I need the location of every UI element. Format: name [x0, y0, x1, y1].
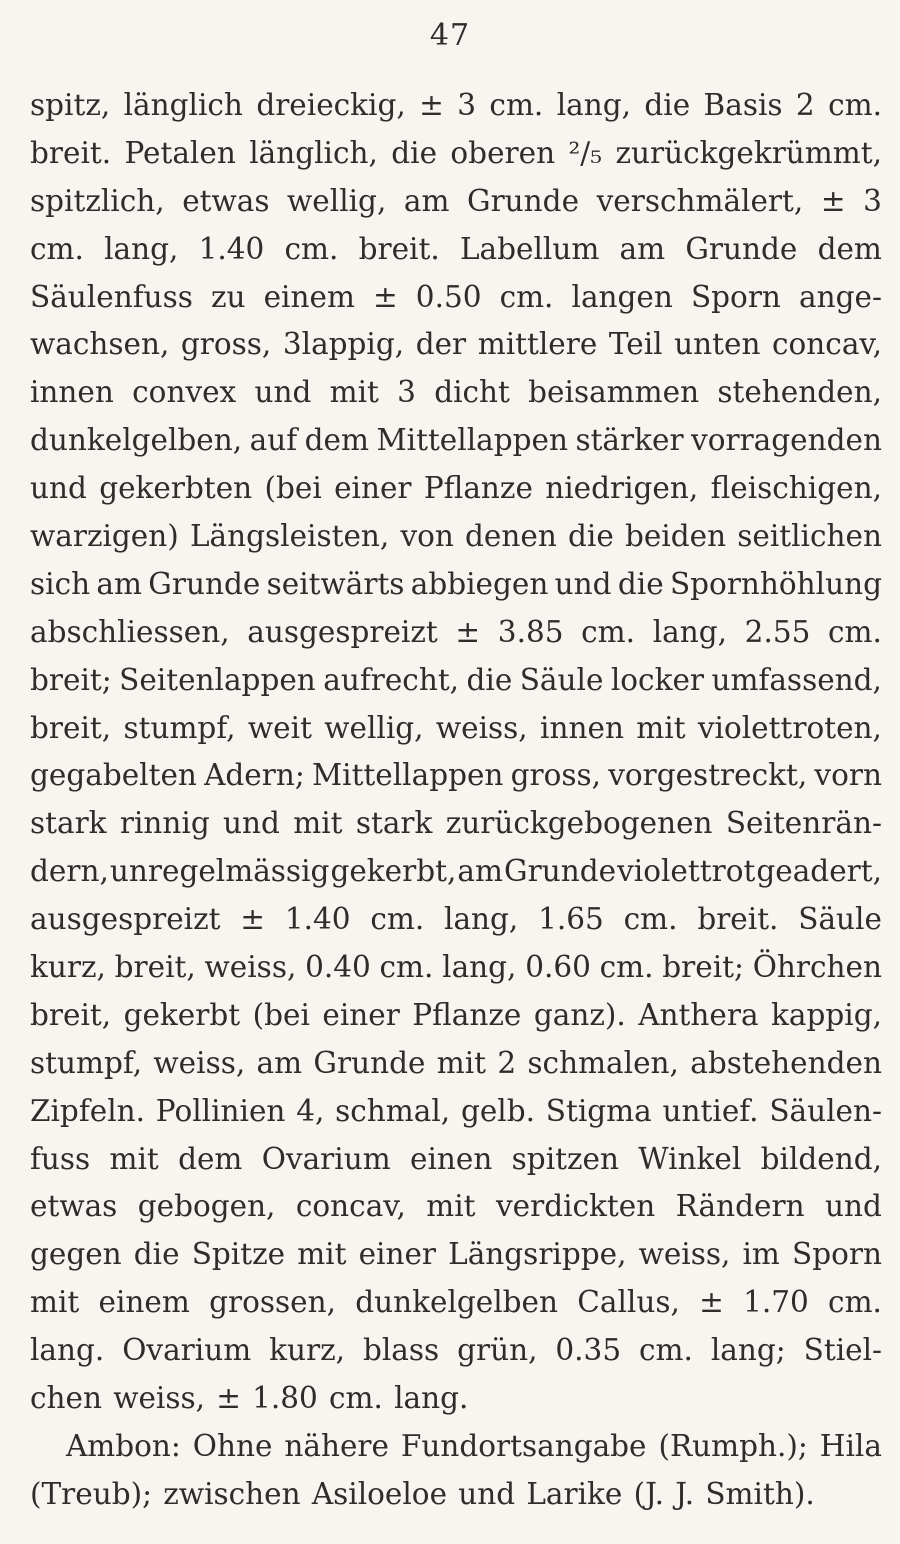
word: denen: [465, 519, 557, 554]
word: 1.40: [284, 902, 351, 937]
text-line: [30, 1327, 882, 1375]
word: (Treub);: [30, 1476, 153, 1511]
word: Larike: [526, 1476, 623, 1511]
word: gross,: [510, 758, 602, 793]
word: gegen: [30, 1237, 122, 1272]
word: spitzlich,: [30, 183, 165, 218]
word: gegabelten: [30, 758, 197, 793]
word: einer: [358, 1237, 437, 1272]
word: am: [96, 566, 142, 601]
word: stark: [30, 806, 107, 841]
word: Säule: [798, 902, 882, 937]
word: dem: [178, 1141, 243, 1176]
word: Grunde: [313, 1045, 426, 1080]
text-line: [30, 1231, 882, 1279]
word: weiss,: [113, 1381, 205, 1416]
word: cm.: [828, 614, 882, 649]
word: auf: [249, 423, 298, 458]
word: mit: [426, 1189, 476, 1224]
word: Pflanze: [412, 997, 522, 1032]
word: dem: [817, 231, 882, 266]
word: dreieckig,: [256, 88, 406, 122]
word: breit.: [358, 231, 440, 266]
word: etwas: [30, 1189, 118, 1224]
word: Labellum: [459, 231, 600, 266]
word: ange-: [799, 279, 882, 314]
word: 4,: [296, 1093, 325, 1128]
text-line: [30, 226, 882, 274]
word: dunkelgelben: [355, 1285, 559, 1320]
word: mit: [636, 710, 686, 745]
word: mit: [109, 1141, 159, 1176]
word: Basis: [703, 88, 783, 122]
word: einem: [98, 1285, 190, 1320]
word: 3lappig,: [282, 327, 405, 362]
word: 3: [863, 183, 882, 218]
body-text: [30, 82, 882, 1519]
word: dunkelgelben,: [30, 423, 243, 458]
word: cm.: [489, 88, 544, 122]
word: seitwärts: [266, 566, 405, 601]
word: Ambon:: [66, 1428, 181, 1463]
word: Längsleisten,: [189, 519, 390, 554]
word: stärker: [575, 423, 684, 458]
word: 0.60: [525, 950, 591, 985]
word: spitzen: [511, 1141, 619, 1176]
word: Seitenlappen: [119, 662, 316, 697]
word: Petalen: [124, 135, 236, 170]
word: aufrecht,: [323, 662, 460, 697]
word: Pflanze: [423, 471, 533, 506]
word: ±: [373, 279, 398, 314]
word: ±: [419, 88, 444, 122]
word: gekerbt,: [330, 854, 457, 889]
word: Zipfeln.: [30, 1093, 146, 1128]
word: 1.80: [252, 1381, 318, 1416]
word: sich: [30, 566, 91, 601]
word: fleischigen,: [710, 471, 882, 506]
word: stumpf,: [123, 710, 236, 745]
text-line: [30, 178, 882, 226]
word: 1.40: [198, 231, 265, 266]
word: lang.: [394, 1381, 469, 1416]
word: vorragenden: [691, 423, 882, 458]
word: Sporn: [690, 279, 781, 314]
word: mit: [293, 806, 343, 841]
text-line: [30, 82, 882, 130]
word: nähere: [284, 1428, 389, 1463]
word: Ohne: [192, 1428, 273, 1463]
word: Öhrchen: [752, 950, 882, 985]
text-line: [30, 609, 882, 657]
text-line: [30, 1040, 882, 1088]
word: cm.: [599, 950, 654, 985]
word: einer: [322, 997, 400, 1032]
word: 0.40: [305, 950, 371, 985]
word: 1.70: [743, 1285, 809, 1320]
text-line: [30, 1471, 882, 1519]
word: lang;: [710, 1333, 786, 1368]
word: weiss,: [153, 1045, 246, 1080]
word: cm.: [623, 902, 678, 937]
word: verdickten: [495, 1189, 656, 1224]
text-line: [30, 274, 882, 322]
word: innen: [540, 710, 624, 745]
word: Stigma: [545, 1093, 652, 1128]
word: am: [457, 854, 503, 889]
word: zurückgekrümmt,: [615, 135, 882, 170]
word: locker: [610, 662, 705, 697]
word: verschmälert,: [596, 183, 804, 218]
text-line: [30, 705, 882, 753]
text-line: [30, 657, 882, 705]
word: J.: [675, 1476, 695, 1511]
text-line: [30, 800, 882, 848]
word: schmal,: [335, 1093, 451, 1128]
word: die: [466, 662, 513, 697]
word: weiss,: [204, 950, 297, 985]
word: spitz,: [30, 88, 111, 122]
word: abbiegen: [410, 566, 549, 601]
word: (Rumph.);: [658, 1428, 808, 1463]
word: stehenden,: [717, 375, 882, 410]
word: Pollinien: [155, 1093, 286, 1128]
word: die: [133, 1237, 180, 1272]
word: Säule: [519, 662, 604, 697]
word: die: [617, 566, 664, 601]
word: Grunde: [467, 183, 580, 218]
word: einem: [263, 279, 355, 314]
word: am: [619, 231, 666, 266]
word: breit;: [30, 662, 112, 697]
word: Säulenfuss: [30, 279, 193, 314]
word: Rändern: [675, 1189, 805, 1224]
word: cm.: [370, 902, 425, 937]
word: gelb.: [460, 1093, 536, 1128]
word: chen: [30, 1381, 102, 1416]
word: lang,: [556, 88, 631, 122]
word: Spitze: [191, 1237, 286, 1272]
word: Teil: [608, 327, 663, 362]
word: convex: [132, 375, 237, 410]
word: lang,: [652, 614, 727, 649]
word: Fundortsangabe: [400, 1428, 647, 1463]
word: oberen: [450, 135, 556, 170]
word: ganz).: [533, 997, 626, 1032]
word: unregelmässig: [109, 854, 330, 889]
word: zu: [210, 279, 246, 314]
word: und: [30, 471, 87, 506]
word: Winkel: [638, 1141, 742, 1176]
text-line: [30, 1136, 882, 1184]
word: und: [458, 1476, 516, 1511]
word: 3: [397, 375, 416, 410]
text-line: [30, 1279, 882, 1327]
word: niedrigen,: [545, 471, 699, 506]
word: innen: [30, 375, 114, 410]
word: cm.: [828, 1285, 882, 1320]
text-line: [30, 465, 882, 513]
word: mit: [30, 1285, 80, 1320]
word: länglich: [123, 88, 243, 122]
word: weiss,: [435, 710, 528, 745]
word: Asiloeloe: [311, 1476, 448, 1511]
text-line: [30, 513, 882, 561]
word: dern,: [30, 854, 109, 889]
word: ²/₅: [568, 135, 603, 170]
text-line: [30, 561, 882, 609]
word: Mittellappen: [311, 758, 504, 793]
text-line: [30, 130, 882, 178]
word: kappig,: [771, 997, 882, 1032]
word: dicht: [434, 375, 510, 410]
word: cm.: [284, 231, 339, 266]
text-line: [30, 369, 882, 417]
word: beiden: [624, 519, 727, 554]
word: weit: [247, 710, 312, 745]
word: im: [742, 1237, 780, 1272]
text-line: [30, 944, 882, 992]
word: concav,: [772, 327, 882, 362]
word: ±: [455, 614, 481, 649]
word: am: [256, 1045, 303, 1080]
word: 2: [795, 88, 815, 122]
word: schmalen,: [527, 1045, 679, 1080]
word: und: [825, 1189, 882, 1224]
word: einen: [410, 1141, 493, 1176]
text-line: [30, 1423, 882, 1471]
word: violettroten,: [697, 710, 882, 745]
word: Grunde: [504, 854, 617, 889]
word: vorgestreckt,: [608, 758, 808, 793]
word: mittlere: [477, 327, 598, 362]
text-line: [30, 417, 882, 465]
word: Mittellappen: [376, 423, 568, 458]
word: langen: [571, 279, 673, 314]
word: bildend,: [760, 1141, 882, 1176]
word: kurz,: [269, 1333, 346, 1368]
word: stark: [355, 806, 433, 841]
word: rinnig: [119, 806, 210, 841]
word: grossen,: [209, 1285, 336, 1320]
word: violettrot: [617, 854, 756, 889]
word: lang.: [30, 1333, 105, 1368]
word: Spornhöhlung: [669, 566, 882, 601]
word: Sporn: [792, 1237, 882, 1272]
word: Adern;: [204, 758, 305, 793]
text-line: [30, 321, 882, 369]
word: Ovarium: [261, 1141, 391, 1176]
word: breit;: [662, 950, 744, 985]
word: mit: [329, 375, 379, 410]
word: Grunde: [148, 566, 261, 601]
word: cm.: [499, 279, 554, 314]
word: Hila: [819, 1428, 882, 1463]
word: blass: [362, 1333, 440, 1368]
word: cm.: [639, 1333, 693, 1368]
word: länglich,: [249, 135, 378, 170]
text-line: [30, 1375, 882, 1423]
word: (J.: [633, 1476, 665, 1511]
word: breit,: [30, 710, 112, 745]
word: seitlichen: [737, 519, 882, 554]
word: abstehenden: [690, 1045, 882, 1080]
word: die: [644, 88, 691, 122]
word: untief.: [662, 1093, 759, 1128]
word: wachsen,: [30, 327, 170, 362]
word: breit.: [30, 135, 112, 170]
word: die: [568, 519, 614, 554]
word: ±: [699, 1285, 724, 1320]
word: und: [254, 375, 312, 410]
text-line: [30, 896, 882, 944]
text-line: [30, 752, 882, 800]
word: einer: [334, 471, 412, 506]
word: geadert,: [756, 854, 882, 889]
word: gekerbten: [99, 471, 253, 506]
word: 3: [457, 88, 477, 122]
word: Stiel-: [803, 1333, 882, 1368]
word: am: [403, 183, 450, 218]
word: von: [400, 519, 454, 554]
word: breit,: [114, 950, 196, 985]
word: die: [391, 135, 438, 170]
word: beisammen: [528, 375, 700, 410]
word: ±: [820, 183, 846, 218]
word: kurz,: [30, 950, 106, 985]
text-line: [30, 1088, 882, 1136]
word: ausgespreizt: [247, 614, 438, 649]
word: abschliessen,: [30, 614, 230, 649]
word: 2: [497, 1045, 517, 1080]
word: der: [415, 327, 467, 362]
word: lang,: [444, 902, 519, 937]
word: cm.: [581, 614, 636, 649]
word: Ovarium: [122, 1333, 252, 1368]
word: Grunde: [685, 231, 798, 266]
word: Längsrippe,: [448, 1237, 627, 1272]
word: vorn: [814, 758, 882, 793]
word: umfassend,: [711, 662, 882, 697]
word: ±: [216, 1381, 241, 1416]
word: gross,: [180, 327, 272, 362]
word: mit: [436, 1045, 487, 1080]
word: 0.50: [415, 279, 482, 314]
word: breit,: [30, 997, 112, 1032]
word: cm.: [828, 88, 882, 122]
word: cm.: [30, 231, 84, 266]
word: zwischen: [163, 1476, 301, 1511]
word: und: [223, 806, 280, 841]
word: lang,: [442, 950, 517, 985]
word: ±: [240, 902, 266, 937]
word: Smith).: [705, 1476, 815, 1511]
word: grün,: [457, 1333, 538, 1368]
text-line: [30, 992, 882, 1040]
word: fuss: [30, 1141, 91, 1176]
word: etwas: [182, 183, 270, 218]
word: Säulen-: [769, 1093, 882, 1128]
word: (bei: [252, 997, 310, 1032]
word: concav,: [295, 1189, 406, 1224]
page-number: 47: [429, 18, 471, 53]
word: zurückgebogenen: [445, 806, 713, 841]
text-line: [30, 1183, 882, 1231]
word: dem: [304, 423, 369, 458]
word: warzigen): [30, 519, 179, 554]
word: (bei: [264, 471, 322, 506]
word: weiss,: [638, 1237, 731, 1272]
word: und: [554, 566, 612, 601]
word: cm.: [379, 950, 434, 985]
word: 1.65: [538, 902, 604, 937]
word: Anthera: [638, 997, 759, 1032]
word: ausgespreizt: [30, 902, 221, 937]
word: breit.: [697, 902, 779, 937]
word: lang,: [104, 231, 179, 266]
word: wellig,: [287, 183, 387, 218]
word: cm.: [329, 1381, 383, 1416]
word: wellig,: [324, 710, 424, 745]
word: 0.35: [555, 1333, 622, 1368]
word: mit: [297, 1237, 347, 1272]
word: stumpf,: [30, 1045, 143, 1080]
word: 2.55: [744, 614, 811, 649]
word: unten: [674, 327, 761, 362]
word: Seitenrän-: [725, 806, 882, 841]
word: gekerbt: [123, 997, 241, 1032]
word: Callus,: [577, 1285, 680, 1320]
word: 3.85: [497, 614, 564, 649]
word: gebogen,: [137, 1189, 276, 1224]
text-line: [30, 848, 882, 896]
